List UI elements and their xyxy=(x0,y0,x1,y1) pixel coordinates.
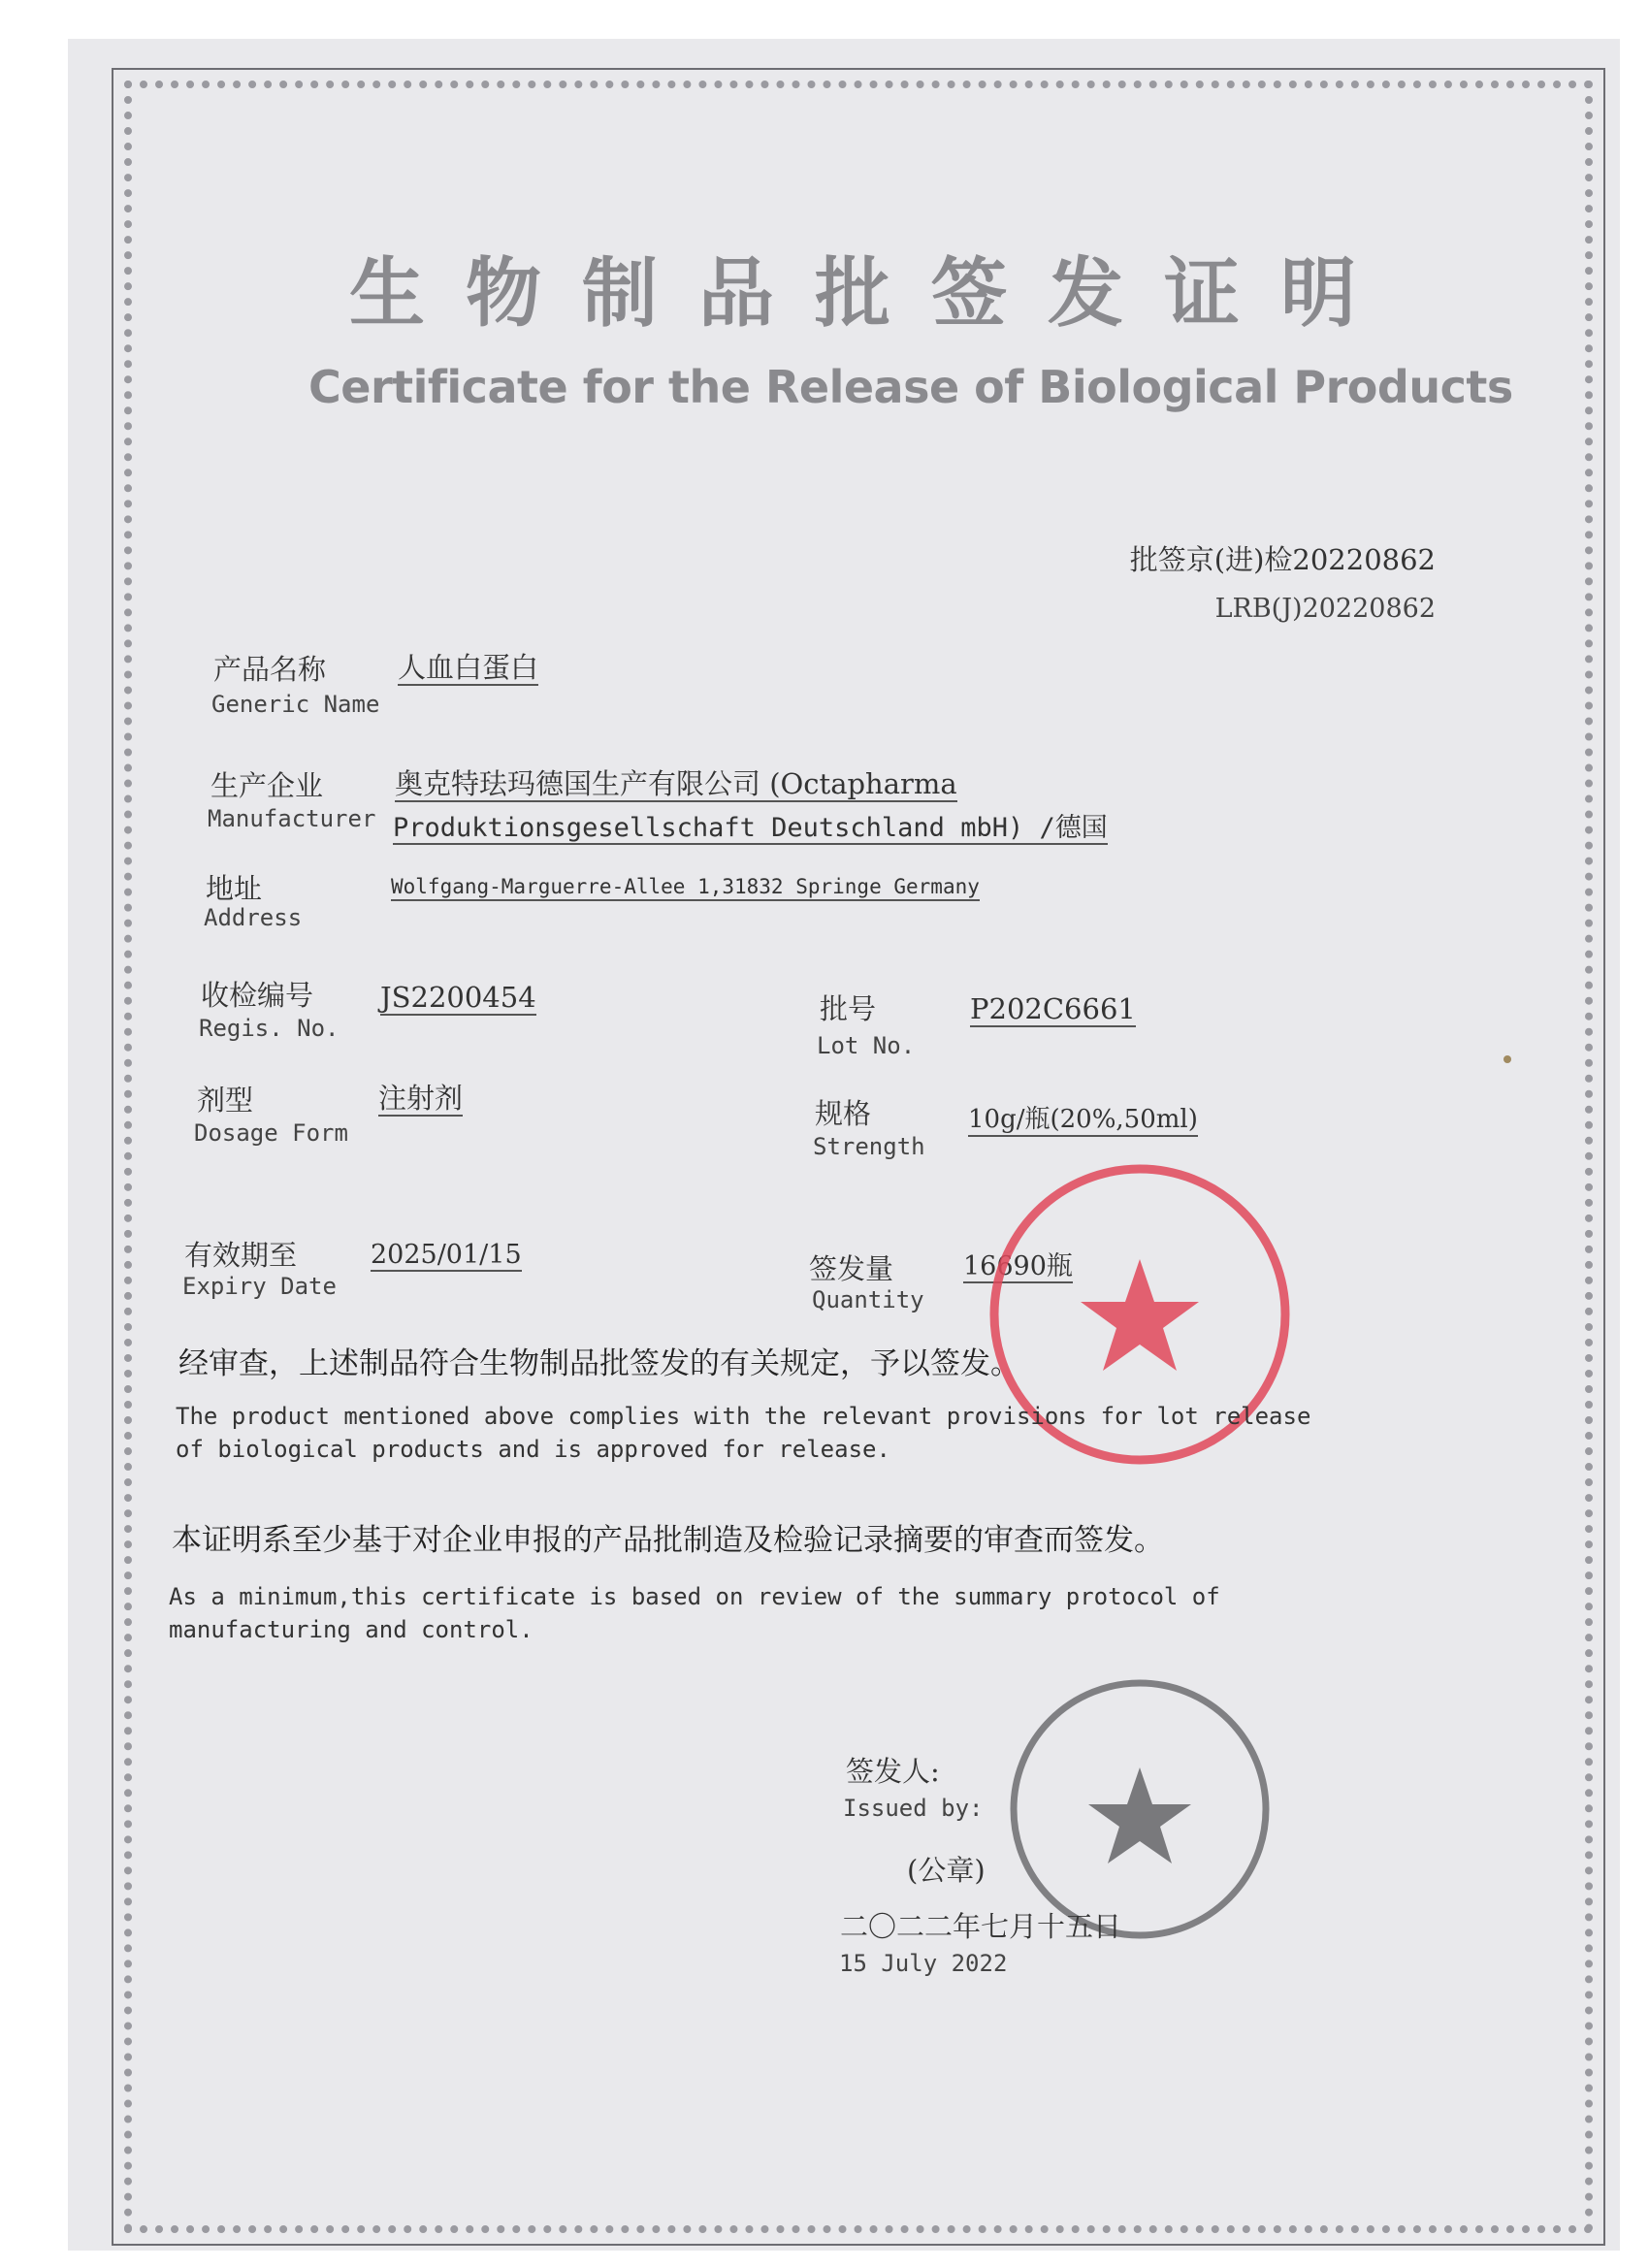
quantity-label-en: Quantity xyxy=(812,1286,924,1313)
manufacturer-label-en: Manufacturer xyxy=(208,805,376,832)
generic-name-label-cn: 产品名称 xyxy=(213,653,327,686)
address-label-en: Address xyxy=(204,904,303,931)
issuer-label-cn: 签发人: xyxy=(846,1755,940,1788)
address-label-cn: 地址 xyxy=(206,872,263,905)
quantity-value: 16690瓶 xyxy=(963,1251,1073,1283)
statement-2-cn: 本证明系至少基于对企业申报的产品批制造及检验记录摘要的审查而签发。 xyxy=(172,1523,1164,1558)
strength-label-cn: 规格 xyxy=(815,1097,872,1130)
title-chinese: 生物制品批签发证明 xyxy=(349,250,1398,338)
generic-name-value: 人血白蛋白 xyxy=(398,652,538,686)
expiry-label-cn: 有效期至 xyxy=(184,1239,298,1272)
title-english: Certificate for the Release of Biological Products xyxy=(308,361,1513,413)
statement-1-en-line2: of biological products and is approved for release. xyxy=(176,1435,890,1463)
statement-2-en-line1: As a minimum,this certificate is based on review of the summary protocol of xyxy=(169,1583,1220,1610)
address-value: Wolfgang-Marguerre-Allee 1,31832 Springe Germany xyxy=(391,875,980,901)
paper-speck xyxy=(1504,1055,1511,1063)
certificate-number-cn: 批签京(进)检20220862 xyxy=(1129,543,1436,576)
statement-1-en-line1: The product mentioned above complies with the relevant provisions for lot release xyxy=(176,1403,1311,1430)
certificate-number-en: LRB(J)20220862 xyxy=(1214,594,1436,624)
statement-2-en-line2: manufacturing and control. xyxy=(169,1615,534,1643)
manufacturer-label-cn: 生产企业 xyxy=(210,769,324,802)
quantity-label-cn: 签发量 xyxy=(809,1252,894,1285)
manufacturer-value-line2: Produktionsgesellschaft Deutschland mbH) /德国 xyxy=(393,813,1108,845)
expiry-label-en: Expiry Date xyxy=(182,1273,337,1300)
statement-1-en xyxy=(176,1401,1310,1466)
regis-no-label-cn: 收检编号 xyxy=(201,979,314,1012)
issue-date-cn: 二〇二二年七月十五日 xyxy=(840,1910,1122,1943)
lot-no-label-en: Lot No. xyxy=(817,1032,916,1059)
lot-no-label-cn: 批号 xyxy=(820,992,877,1025)
dosage-form-label-en: Dosage Form xyxy=(194,1119,348,1147)
issue-date-en: 15 July 2022 xyxy=(839,1950,1008,1977)
strength-label-en: Strength xyxy=(813,1133,925,1160)
official-seal-note: (公章) xyxy=(907,1854,986,1887)
dosage-form-label-cn: 剂型 xyxy=(197,1084,254,1117)
issuer-label-en: Issued by: xyxy=(843,1795,984,1822)
manufacturer-value-line1: 奥克特珐玛德国生产有限公司 (Octapharma xyxy=(395,768,957,802)
generic-name-label-en: Generic Name xyxy=(211,691,380,718)
statement-1-cn: 经审查，上述制品符合生物制品批签发的有关规定，予以签发。 xyxy=(178,1346,1020,1381)
regis-no-label-en: Regis. No. xyxy=(199,1015,340,1042)
strength-value: 10g/瓶(20%,50ml) xyxy=(968,1106,1198,1137)
statement-2-en xyxy=(169,1581,1220,1646)
regis-no-value: JS2200454 xyxy=(380,982,536,1016)
expiry-value: 2025/01/15 xyxy=(371,1240,522,1272)
lot-no-value: P202C6661 xyxy=(970,993,1136,1027)
dosage-form-value: 注射剂 xyxy=(378,1083,463,1117)
